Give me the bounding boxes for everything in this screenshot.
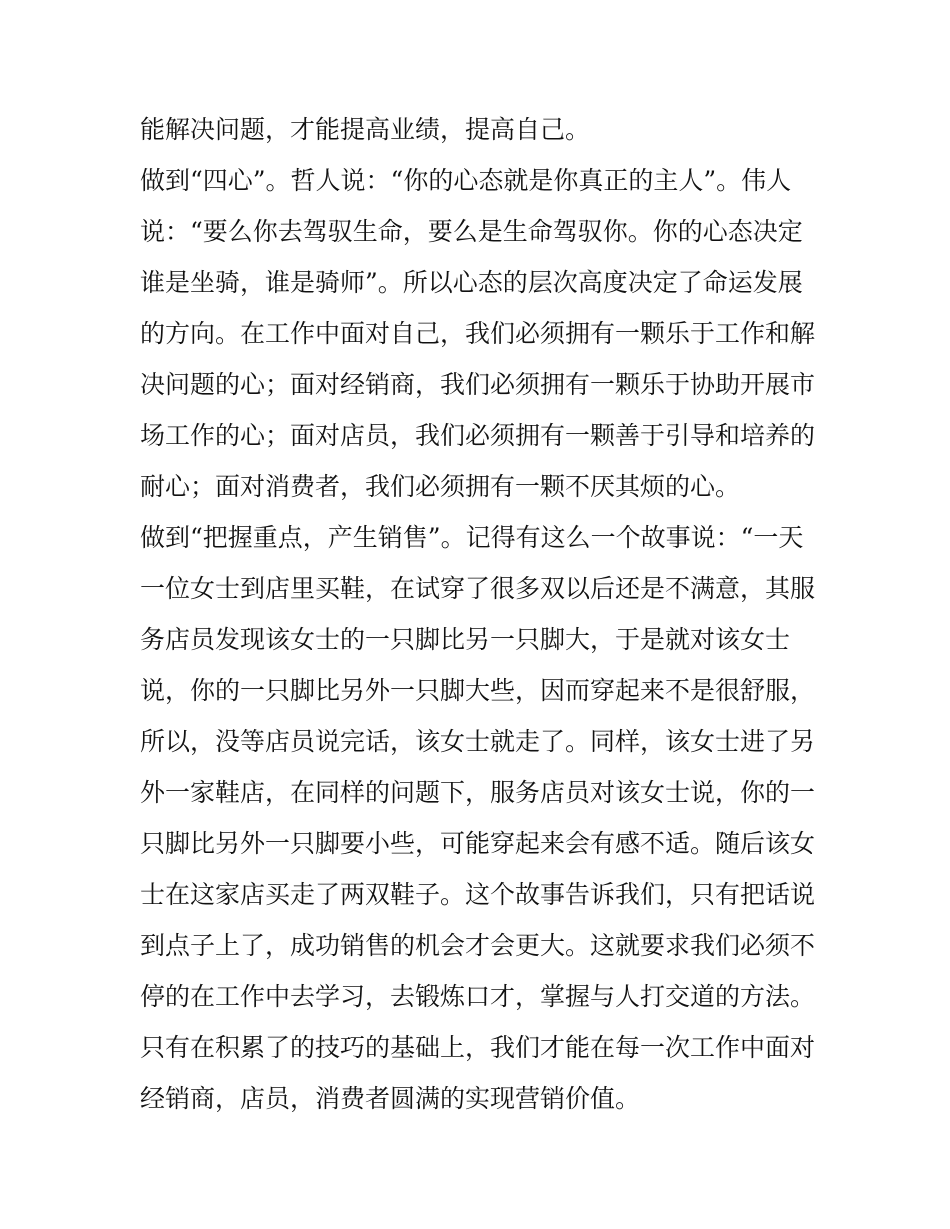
text-line: 外一家鞋店，在同样的问题下，服务店员对该女士说，你的一 (140, 778, 816, 807)
text-line: 士在这家店买走了两双鞋子。这个故事告诉我们，只有把话说 (140, 880, 816, 909)
text-line: 务店员发现该女士的一只脚比另一只脚大，于是就对该女士 (140, 625, 791, 654)
text-line: 谁是坐骑，谁是骑师”。所以心态的层次高度决定了命运发展 (140, 268, 803, 297)
text-line: 经销商，店员，消费者圆满的实现营销价值。 (140, 1084, 641, 1113)
document-body (140, 104, 830, 1124)
text-line: 耐心；面对消费者，我们必须拥有一颗不厌其烦的心。 (140, 472, 741, 501)
text-line: 的方向。在工作中面对自己，我们必须拥有一颗乐于工作和解 (140, 319, 816, 348)
text-line: 做到“把握重点，产生销售”。记得有这么一个故事说：“一天 (140, 523, 804, 552)
text-line: 能解决问题，才能提高业绩，提高自己。 (140, 115, 591, 144)
text-line: 只有在积累了的技巧的基础上，我们才能在每一次工作中面对 (140, 1033, 816, 1062)
text-line: 只脚比另外一只脚要小些，可能穿起来会有感不适。随后该女 (140, 829, 816, 858)
text-line: 到点子上了，成功销售的机会才会更大。这就要求我们必须不 (140, 931, 816, 960)
text-line: 一位女士到店里买鞋，在试穿了很多双以后还是不满意，其服 (140, 574, 816, 603)
text-line: 说：“要么你去驾驭生命，要么是生命驾驭你。你的心态决定 (140, 217, 803, 246)
text-line: 所以，没等店员说完话，该女士就走了。同样，该女士进了另 (140, 727, 816, 756)
text-line: 做到“四心”。哲人说：“你的心态就是你真正的主人”。伟人 (140, 166, 792, 195)
text-line: 说，你的一只脚比另外一只脚大些，因而穿起来不是很舒服， (140, 676, 816, 705)
text-line: 停的在工作中去学习，去锻炼口才，掌握与人打交道的方法。 (140, 982, 816, 1011)
text-line: 决问题的心；面对经销商，我们必须拥有一颗乐于协助开展市 (140, 370, 816, 399)
text-line: 场工作的心；面对店员，我们必须拥有一颗善于引导和培养的 (140, 421, 816, 450)
